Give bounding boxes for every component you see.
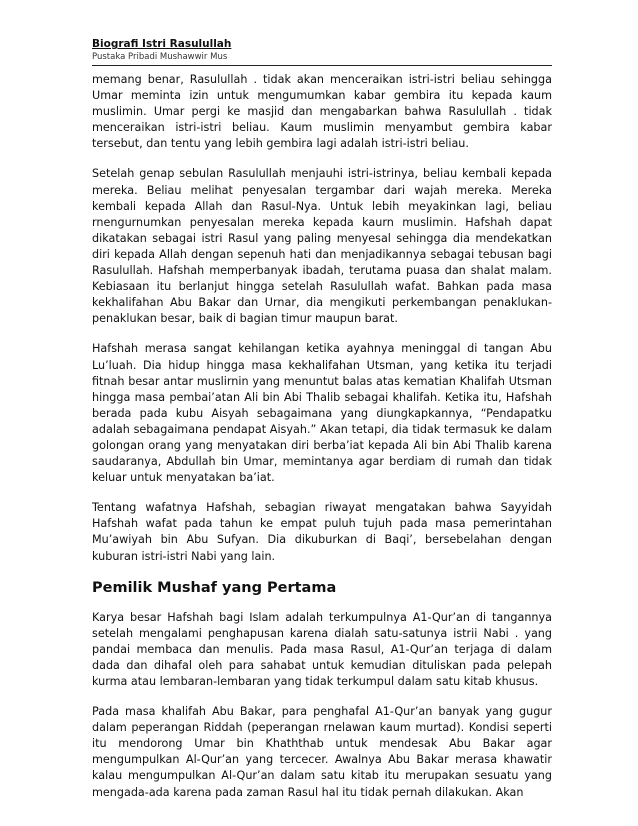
- paragraph: Karya besar Hafshah bagi Islam adalah terkumpulnya A1-Qur’an di tangannya setelah mengalami penghapusan karena dialah satu-satunya istrii Nabi . yang pandai membaca dan menulis. Pada masa Rasul, A1-Qur’an terjaga di dalam dada dan dihafal oleh para sahabat untuk kemudian dituliskan pada pelepah kurma atau lembaran-lembaran yang tidak terkumpul dalam satu kitab khusus.: [92, 610, 552, 688]
- header-title: Biografi Istri Rasulullah: [92, 38, 232, 50]
- paragraph: Setelah genap sebulan Rasulullah menjauhi istri-istrinya, beliau kembali kepada mereka. Beliau melihat penyesalan tergambar dari wajah mereka. Mereka kembali kepada Allah dan Rasul-Nya. Untuk lebih meyakinkan lagi, beliau rnengurnumkan penyesalan mereka kepada kaurn muslimin. Hafshah dapat dikatakan sebagai istri Rasul yang paling menyesal sehingga dia mendekatkan diri kepada Allah dengan sepenuh hati dan menjadikannya sebagai tebusan bagi Rasulullah. Hafshah memperbanyak ibadah, terutama puasa dan shalat malam. Kebiasaan itu berlanjut hingga setelah Rasulullah wafat. Bahkan pada masa kekhalifahan Abu Bakar dan Urnar, dia mengikuti perkembangan penaklukan-penaklukan besar, baik di bagian timur maupun barat.: [92, 167, 552, 326]
- section-heading: Pemilik Mushaf yang Pertama: [92, 579, 337, 596]
- paragraph: memang benar, Rasulullah . tidak akan menceraikan istri-istri beliau sehingga Umar meminta izin untuk mengumumkan kabar gembira itu kepada kaum muslimin. Umar pergi ke masjid dan mengabarkan bahwa Rasulullah . tidak menceraikan istri-istri beliau. Kaum muslimin menyambut gembira kabar tersebut, dan tentu yang lebih gembira lagi adalah istri-istri beliau.: [92, 73, 552, 151]
- document-body: [92, 72, 552, 815]
- page-header: [92, 38, 552, 63]
- header-divider: [92, 65, 552, 66]
- paragraph: Pada masa khalifah Abu Bakar, para penghafal A1-Qur’an banyak yang gugur dalam peperangan Riddah (peperangan rnelawan kaum murtad). Kondisi seperti itu mendorong Umar bin Khaththab untuk mendesak Abu Bakar agar mengumpulkan Al-Qur’an yang tercecer. Awalnya Abu Bakar merasa khawatir kalau mengumpulkan Al-Qur’an dalam satu kitab itu merupakan sesuatu yang mengada-ada karena pada zaman Rasul hal itu tidak pernah dilakukan. Akan: [92, 705, 552, 799]
- paragraph: Hafshah merasa sangat kehilangan ketika ayahnya meninggal di tangan Abu Lu’luah. Dia hidup hingga masa kekhalifahan Utsman, yang ketika itu terjadi fitnah besar antar muslirnin yang menuntut balas atas kematian Khalifah Utsman hingga masa pembai’atan Ali bin Abi Thalib sebagai khalifah. Ketika itu, Hafshah berada pada kubu Aisyah sebagaimana yang diungkapkannya, “Pendapatku adalah sebagaimana pendapat Aisyah.” Akan tetapi, dia tidak termasuk ke dalam golongan orang yang menyatakan diri berba’iat kepada Ali bin Abi Thalib karena saudaranya, Abdullah bin Umar, memintanya agar berdiam di rumah dan tidak keluar untuk menyatakan ba’iat.: [92, 342, 552, 485]
- paragraph: Tentang wafatnya Hafshah, sebagian riwayat mengatakan bahwa Sayyidah Hafshah wafat pada tahun ke empat puluh tujuh pada masa pemerintahan Mu’awiyah bin Abu Sufyan. Dia dikuburkan di Baqi’, bersebelahan dengan kuburan istri-istri Nabi yang lain.: [92, 501, 552, 563]
- header-subtitle: Pustaka Pribadi Mushawwir Mus: [92, 52, 228, 62]
